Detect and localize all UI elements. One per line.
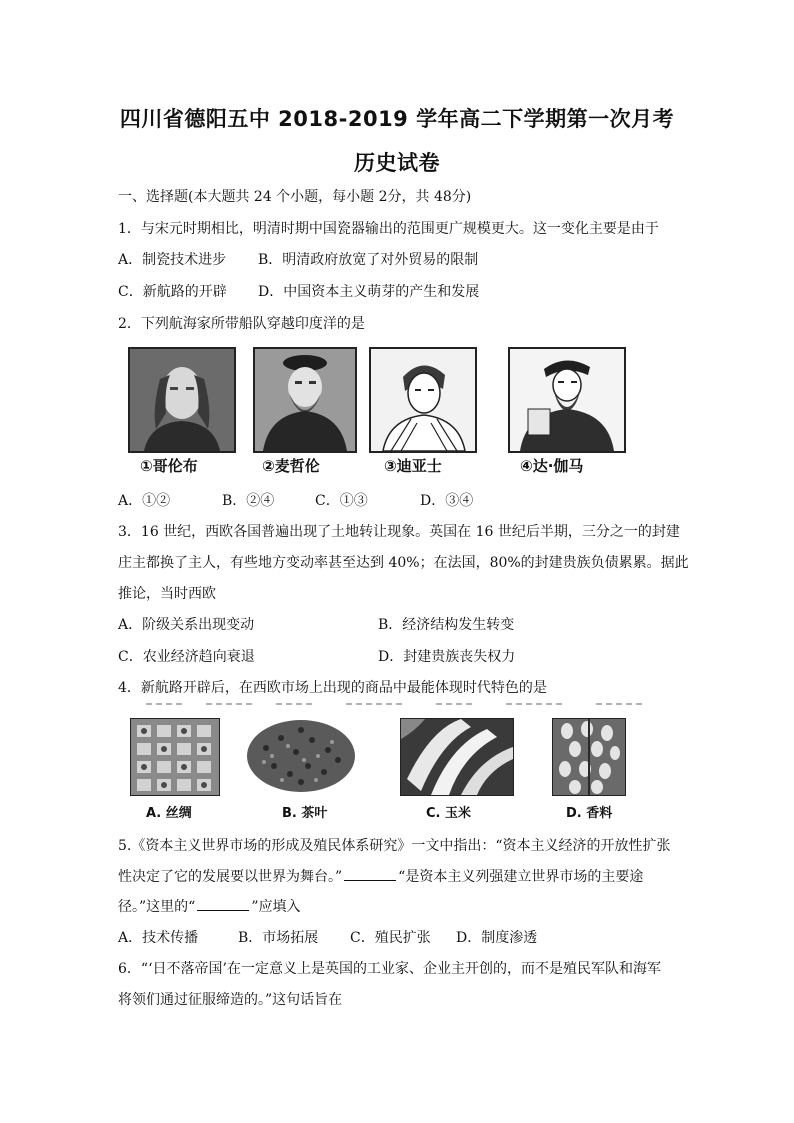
q5-line2-text-b: “是资本主义列强建立世界市场的主要途 (398, 869, 644, 885)
q2-caption-1: ①哥伦布 (140, 457, 198, 475)
q3-option-b: B．经济结构发生转变 (378, 617, 515, 633)
q4-caption-b: B. 茶叶 (282, 806, 328, 821)
q3-stem-line1: 3．16 世纪，西欧各国普遍出现了土地转让现象。英国在 16 世纪后半期，三分之一的封建 (118, 524, 680, 540)
q5-stem-line3 (118, 896, 301, 916)
tea-image (246, 718, 356, 794)
q5-line3-text-a: 径。”这里的“ (118, 899, 196, 915)
q6-stem-line1: 6．“‘日不落帝国’在一定意义上是英国的工业家、企业主开创的，而不是殖民军队和海军 (118, 961, 661, 977)
portrait-magellan (253, 347, 357, 453)
q6-stem-line2: 将领们通过征服缔造的。”这句话旨在 (118, 992, 343, 1008)
q5-option-b: B．市场拓展 (238, 930, 319, 946)
corn-image (400, 718, 514, 796)
q5-option-c: C．殖民扩张 (350, 930, 431, 946)
portrait-columbus (128, 347, 236, 453)
scan-artifact (146, 702, 646, 706)
q4-caption-d: D. 香料 (566, 806, 613, 821)
q2-option-b: B．②④ (222, 493, 275, 509)
q5-option-a: A．技术传播 (118, 930, 199, 946)
q5-option-d: D．制度渗透 (456, 930, 538, 946)
section-heading: 一、选择题(本大题共 24 个小题，每小题 2分，共 48分) (118, 189, 472, 205)
q2-caption-2: ②麦哲伦 (262, 457, 320, 475)
q5-line2-text-a: 性决定了它的发展要以世界为舞台。” (118, 869, 343, 885)
silk-image (130, 718, 220, 796)
q1-option-b: B．明清政府放宽了对外贸易的限制 (258, 252, 479, 268)
q5-blank-2 (197, 898, 249, 911)
q1-option-a: A．制瓷技术进步 (118, 252, 227, 268)
q4-stem: 4．新航路开辟后，在西欧市场上出现的商品中最能体现时代特色的是 (118, 680, 547, 696)
q4-caption-c: C. 玉米 (426, 806, 472, 821)
q3-option-c: C．农业经济趋向衰退 (118, 649, 255, 665)
q3-option-d: D．封建贵族丧失权力 (378, 649, 516, 665)
q2-option-c: C．①③ (315, 493, 368, 509)
portrait-da-gama (508, 347, 626, 453)
q3-option-a: A．阶级关系出现变动 (118, 617, 255, 633)
q5-line3-text-b: ”应填入 (251, 899, 301, 915)
q5-stem-line2 (118, 866, 643, 886)
q1-option-c: C．新航路的开辟 (118, 284, 227, 300)
q4-caption-a: A. 丝绸 (146, 806, 192, 821)
q5-stem-line1: 5.《资本主义世界市场的形成及殖民体系研究》一文中指出：“资本主义经济的开放性扩张 (118, 838, 671, 854)
q2-option-d: D．③④ (420, 493, 474, 509)
q3-stem-line3: 推论，当时西欧 (118, 586, 216, 602)
portrait-dias (369, 347, 477, 453)
q5-blank-1 (344, 868, 396, 881)
q2-caption-3: ③迪亚士 (384, 457, 442, 475)
exam-title: 四川省德阳五中 2018-2019 学年高二下学期第一次月考 (119, 107, 675, 131)
q3-stem-line2: 庄主都换了主人，有些地方变动率甚至达到 40%；在法国，80%的封建贵族负债累累。据此 (118, 555, 689, 571)
q2-stem: 2．下列航海家所带船队穿越印度洋的是 (118, 316, 365, 332)
q1-stem: 1．与宋元时期相比，明清时期中国瓷器输出的范围更广规模更大。这一变化主要是由于 (118, 221, 659, 237)
exam-subtitle: 历史试卷 (354, 151, 440, 175)
spice-image (552, 718, 626, 796)
q2-option-a: A．①② (118, 493, 171, 509)
q2-caption-4: ④达·伽马 (520, 457, 584, 475)
q1-option-d: D．中国资本主义萌芽的产生和发展 (258, 284, 480, 300)
